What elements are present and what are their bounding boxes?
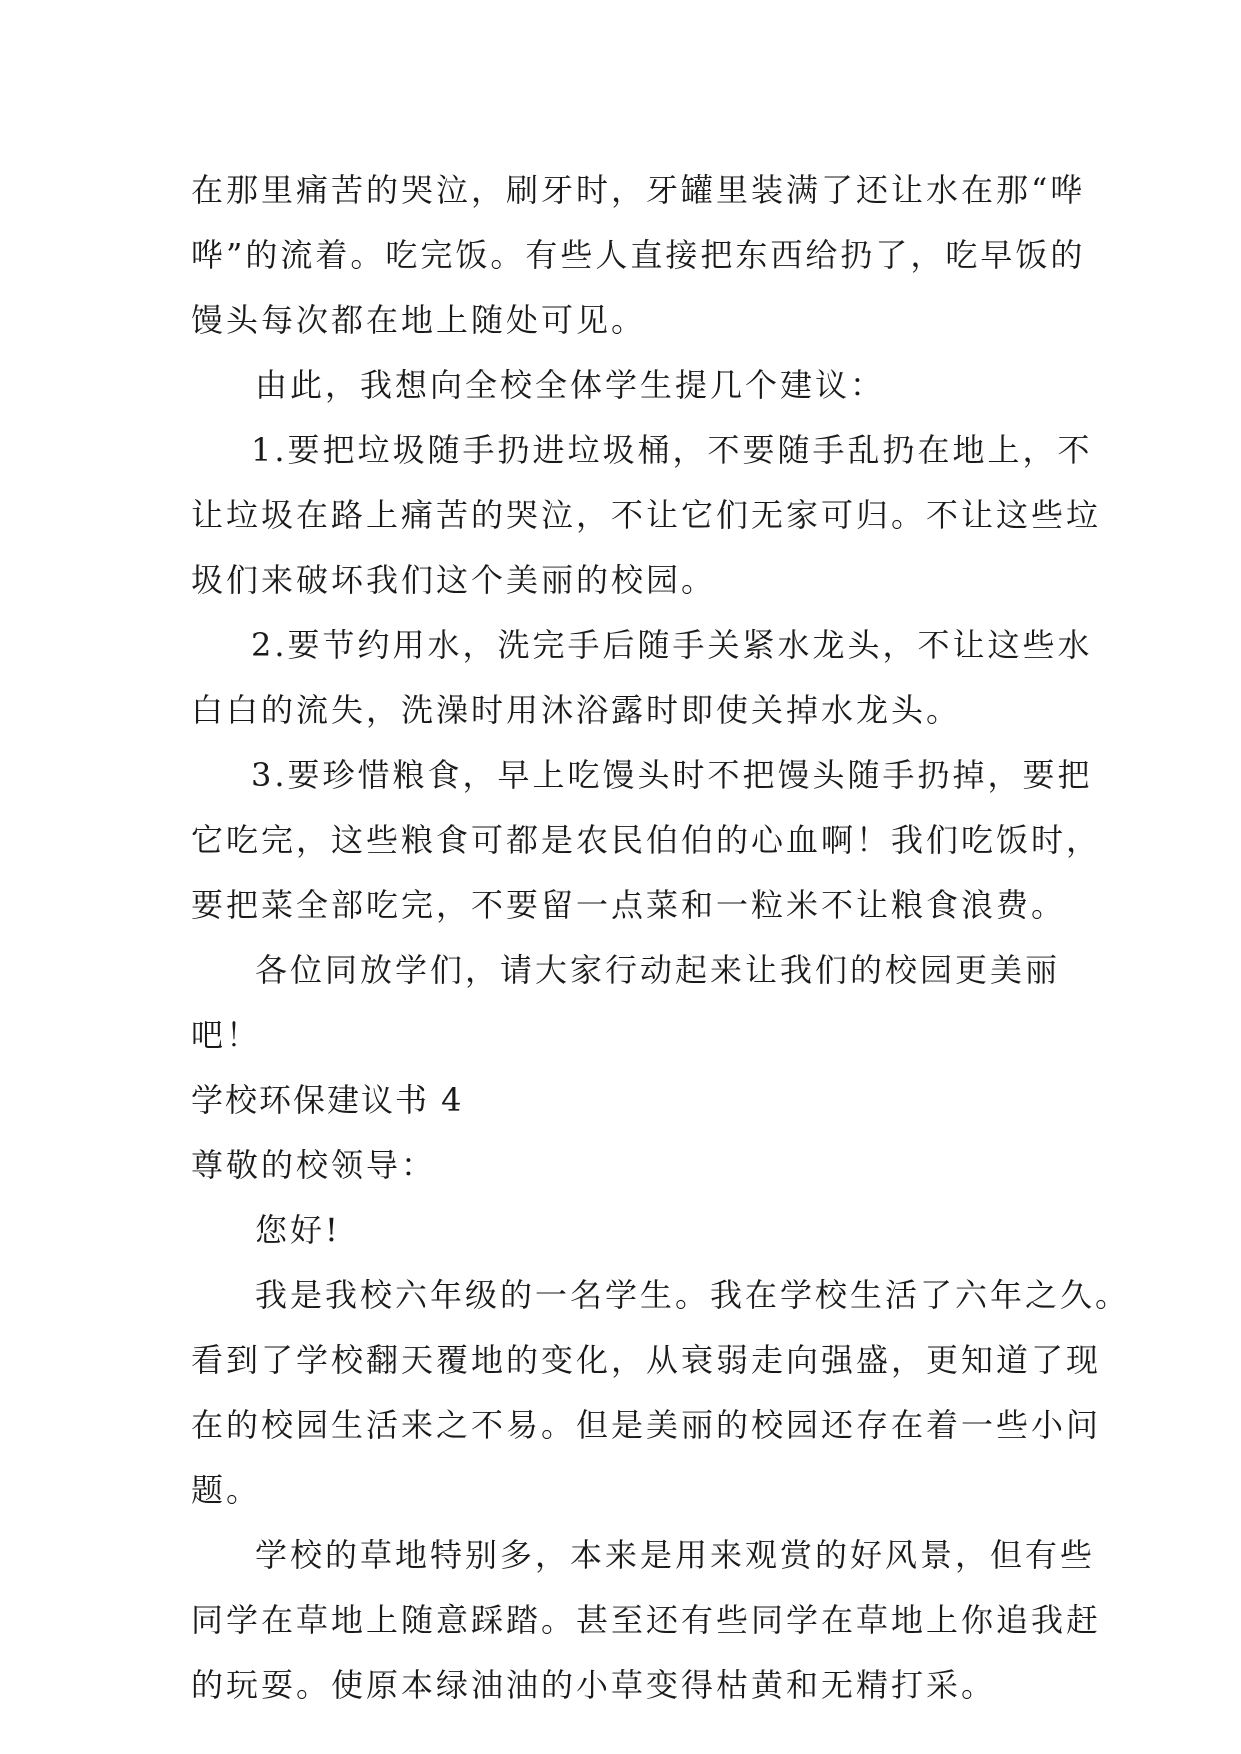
paragraph-line: 吧！ [191, 1016, 262, 1054]
document-body [191, 158, 1131, 1718]
paragraph-line: 在那里痛苦的哭泣，刷牙时，牙罐里装满了还让水在那“哗 [191, 171, 1086, 209]
salutation: 尊敬的校领导： [191, 1146, 437, 1184]
paragraph-line: 要把菜全部吃完，不要留一点菜和一粒米不让粮食浪费。 [191, 886, 1067, 924]
paragraph-line: 它吃完，这些粮食可都是农民伯伯的心血啊！我们吃饭时， [191, 821, 1102, 859]
paragraph-line: 圾们来破坏我们这个美丽的校园。 [191, 561, 717, 599]
section-title: 学校环保建议书 4 [191, 1081, 464, 1119]
paragraph-line: 同学在草地上随意踩踏。甚至还有些同学在草地上你追我赶 [191, 1601, 1102, 1639]
list-item-line: 2.要节约用水，洗完手后随手关紧水龙头，不让这些水 [251, 626, 1093, 664]
paragraph-line: 学校的草地特别多，本来是用来观赏的好风景，但有些 [255, 1536, 1096, 1574]
paragraph-line: 题。 [191, 1471, 262, 1509]
greeting: 您好! [255, 1211, 341, 1249]
paragraph-line: 的玩耍。使原本绿油油的小草变得枯黄和无精打采。 [191, 1666, 997, 1704]
paragraph-line: 由此，我想向全校全体学生提几个建议： [255, 366, 886, 404]
paragraph-line: 白白的流失，洗澡时用沐浴露时即使关掉水龙头。 [191, 691, 962, 729]
paragraph-line: 我是我校六年级的一名学生。我在学校生活了六年之久。 [255, 1276, 1131, 1314]
list-item-line: 3.要珍惜粮食，早上吃馒头时不把馒头随手扔掉，要把 [251, 756, 1093, 794]
paragraph-line: 看到了学校翻天覆地的变化，从衰弱走向强盛，更知道了现 [191, 1341, 1102, 1379]
list-item-line: 1.要把垃圾随手扔进垃圾桶，不要随手乱扔在地上，不 [251, 431, 1093, 469]
paragraph-line: 馒头每次都在地上随处可见。 [191, 301, 647, 339]
paragraph-line: 让垃圾在路上痛苦的哭泣，不让它们无家可归。不让这些垃 [191, 496, 1102, 534]
paragraph-line: 在的校园生活来之不易。但是美丽的校园还存在着一些小问 [191, 1406, 1102, 1444]
paragraph-line: 哗”的流着。吃完饭。有些人直接把东西给扔了，吃早饭的 [191, 236, 1086, 274]
paragraph-line: 各位同放学们，请大家行动起来让我们的校园更美丽 [255, 951, 1061, 989]
